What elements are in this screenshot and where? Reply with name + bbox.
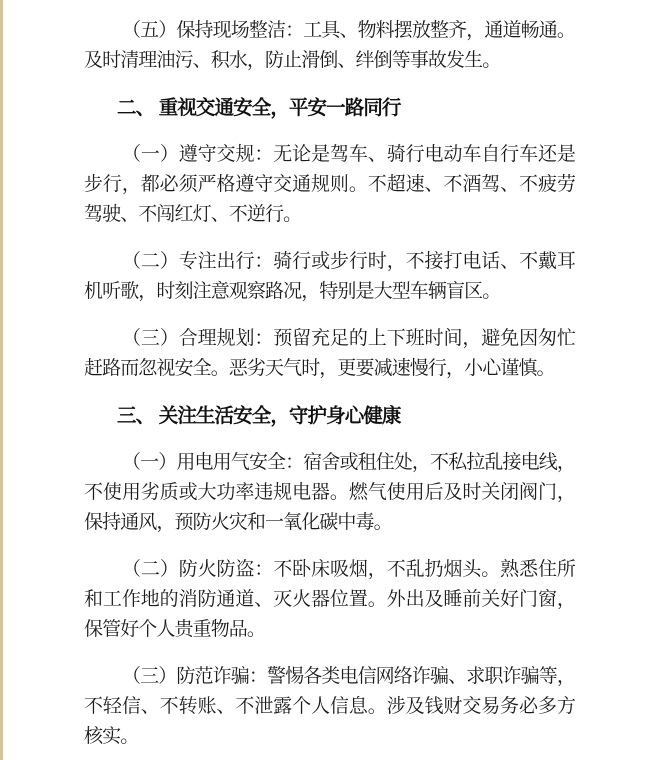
text-line: 保管好个人贵重物品。 xyxy=(84,619,266,640)
page-edge-strip xyxy=(0,0,3,760)
text-line: 及时清理油污、积水，防止滑倒、绊倒等事故发生。 xyxy=(84,50,501,71)
text-line: （一）用电用气安全：宿舍或租住处，不私拉乱接电线， xyxy=(122,452,575,473)
text-line: （二）专注出行：骑行或步行时，不接打电话、不戴耳 xyxy=(122,251,575,272)
text-line: 机听歌，时刻注意观察路况，特别是大型车辆盲区。 xyxy=(84,281,501,302)
paragraph-electricity-gas-safety xyxy=(84,448,575,538)
text-line: （五）保持现场整洁：工具、物料摆放整齐，通道畅通。 xyxy=(122,20,575,41)
text-line: 不轻信、不转账、不泄露个人信息。涉及钱财交易务必多方 xyxy=(84,696,575,717)
paragraph-focused-commuting xyxy=(84,247,575,307)
section-heading-life-safety: 三、 关注生活安全，守护身心健康 xyxy=(117,405,401,427)
paragraph-site-tidiness xyxy=(84,16,575,76)
text-line: （一）遵守交规：无论是驾车、骑行电动车自行车还是 xyxy=(122,144,575,165)
text-line: 驾驶、不闯红灯、不逆行。 xyxy=(84,204,302,225)
paragraph-obey-traffic-rules xyxy=(84,140,575,230)
text-line: （三）防范诈骗：警惕各类电信网络诈骗、求职诈骗等， xyxy=(122,666,575,687)
text-line: 不使用劣质或大功率违规电器。燃气使用后及时关闭阀门， xyxy=(84,482,575,503)
text-line: （二）防火防盗：不卧床吸烟，不乱扔烟头。熟悉住所 xyxy=(122,559,575,580)
text-line: 步行，都必须严格遵守交通规则。不超速、不酒驾、不疲劳 xyxy=(84,174,575,195)
text-line: （三）合理规划：预留充足的上下班时间，避免因匆忙 xyxy=(122,328,575,349)
text-line: 赶路而忽视安全。恶劣天气时，更要减速慢行，小心谨慎。 xyxy=(84,358,555,379)
paragraph-plan-reasonably xyxy=(84,324,575,384)
text-line: 保持通风，预防火灾和一氧化碳中毒。 xyxy=(84,512,392,533)
section-heading-traffic-safety: 二、 重视交通安全，平安一路同行 xyxy=(117,97,401,119)
paragraph-fraud-prevention xyxy=(84,662,575,752)
paragraph-fire-theft-prevention xyxy=(84,555,575,645)
text-line: 和工作地的消防通道、灭火器位置。外出及睡前关好门窗， xyxy=(84,589,575,610)
text-line: 核实。 xyxy=(84,726,139,747)
